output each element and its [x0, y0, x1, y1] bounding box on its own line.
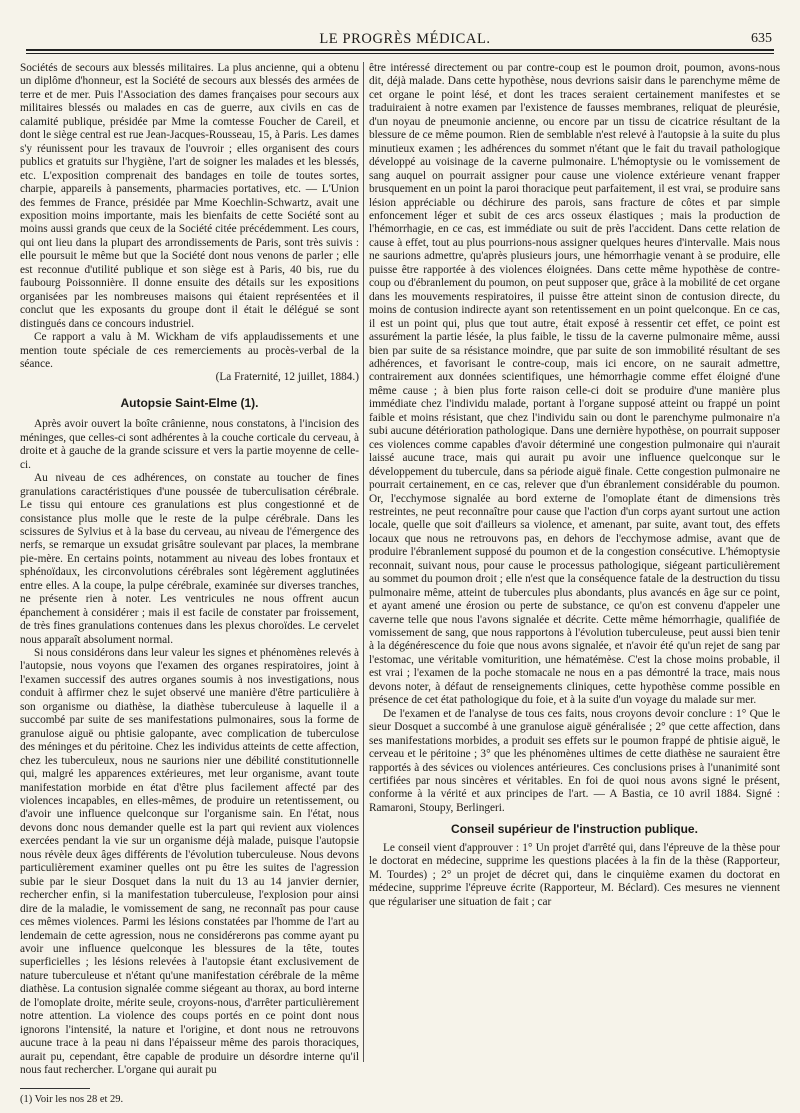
left-column: [20, 62, 359, 1105]
citation: (La Fraternité, 12 juillet, 1884.): [215, 371, 359, 384]
paragraph: Au niveau de ces adhérences, on constate au toucher de fines granulations caractéristiques d'une poussée de tuberculisation cérébrale. Le tissu qui entoure ces granulations est plus congestionné et de consistance plus molle que le reste de la pulpe cérébrale. Dans les scissures de Sylvius et à la base du cerveau, au niveau de l'émergence des nerfs, se remarque un exsudat grisâtre soulevant par places, la membrane pie-mère. En certains points, notamment au niveau des lobes frontaux et sphénoïdaux, les circonvolutions cérébrales sont légèrement agglutinées entre elles. A la coupe, la pulpe cérébrale, examinée sur diverses tranches, ne présente rien à noter. Les ventricules ne nous offrent aucun épanchement à considérer ; mais il est facile de constater par froissement, de très fines granulations contenues dans les plexus choroïdes. Le cervelet nous apparaît absolument normal.: [20, 472, 359, 646]
page-number: 635: [751, 31, 772, 46]
paragraph: Si nous considérons dans leur valeur les signes et phénomènes relevés à l'autopsie, nous voyons que l'examen des organes respiratoires, joint à l'examen successif des autres organes soumis à nos investigations, nous conduit à affirmer chez le sujet observé une manière d'être particulière à son organisme ou diathèse, la diathèse tuberculeuse à laquelle il a succombé par suite de ses manifestations pulmonaires, sous la forme de granulose aiguë ou phtisie galopante, avec complication de tuberculose des méninges et du péritoine. Chez les individus atteints de cette affection, chez les tuberculeux, nous ne saurions nier une débilité constitutionnelle qui, malgré les apparences extérieures, met leur organisme, avant toute manifestation morbide en état d'être plus facilement affecté par des violences incapables, en elles-mêmes, de produire un retentissement, ou d'avoir une influence quelconque sur l'organisme sain. En l'état, nous devons donc nous demander quelle est la part qui revient aux violences exercées pendant la vie sur un organisme déjà malade, puisque l'autopsie nous révèle deux âges différents de l'évolution tuberculeuse. Nous devons particulièrement examiner quelles ont pu être les suites de l'agression subie par le sieur Dosquet dans la nuit du 13 au 14 janvier dernier, rechercher enfin, si la manifestation tuberculeuse, l'explosion pour ainsi dire de la maladie, le vomissement de sang, ne reconnaît pas pour cause ces mêmes violences. Parmi les lésions constatées par l'homme de l'art au lendemain de cette agression, nous ne considérerons pas comme ayant pu avoir une influence quelconque les blessures de la tête, toutes superficielles ; les lésions relevées à l'autopsie étant exclusivement de nature tuberculeuse et n'étant qu'une manifestation cérébrale de la même diathèse. La contusion signalée comme siégeant au thorax, au bord interne de l'omoplate droite, mérite seule, croyons-nous, d'arrêter particulièrement notre attention. La violence des coups portés en ce point dont nous ignorons l'intensité, la nature et l'origine, et dont nous ne retrouvons aucune trace à la peau ni dans l'épaisseur même des parois thoraciques, aurait pu, cependant, être capable de produire un désordre interne qu'il nous faut rechercher. L'organe qui aurait pu: [20, 647, 359, 1077]
paragraph: être intéressé directement ou par contre-coup est le poumon droit, poumon, avons-nous dit, déjà malade. Dans cette hypothèse, nous devrions saisir dans le parenchyme même de cet organe le point lésé, et dont les traces seraient certainement manifestes et se traduiraient à notre examen par l'existence de fausses membranes, reliquat de pleurésie, d'un noyau de pneumonie ancienne, ou encore par un tissu de cicatrice résultant de la blessure de ce même poumon. Rien de semblable n'est relevé à l'autopsie à la suite du plus minutieux examen ; les adhérences du sommet n'étant que le fait du travail pathologique développé au voisinage de la caverne pulmonaire. L'hémoptysie ou le vomissement de sang auquel on pourrait assigner pour cause une violence extérieure venant frapper brusquement en un point la paroi thoracique peut parfaitement, il est vrai, se produire sans lésion appréciable ou déchirure des parois, sans fracture de côtes et par simple enfoncement léger et subit de ces arcs osseux élastiques ; mais la production de l'hémorrhagie, en ce cas, est immédiate ou suit de près l'accident. Dans cette relation de cause à effet, tout au plus pourrions-nous assigner quelques heures d'intervalle. Mais nous ne saurions admettre, qu'après plusieurs jours, une hémorrhagie venant à se produire, elle puisse être rapportée à des violences éloignées. Dans cette même hypothèse de contre-coup ou d'ébranlement du poumon, on peut supposer que, grâce à la mobilité de cet organe dans les mouvements respiratoires, il puisse être atteint sinon de contusion directe, du moins de contusion indirecte ayant son retentissement en un point quelconque. En ce cas, il est un point qui, plus que tout autre, était exposé à ressentir cet effet, ce point est assurément la partie lésée, la plus faible, le tissu de la caverne pulmonaire même, aussi bien par suite de sa résistance moindre, que par suite de son immobilité résultant de ses adhérences, et favorisant le contre-coup, mais ici encore, on ne saurait admettre, contrairement aux données scientifiques, une hémorrhagie comme effet éloigné d'une même cause ; à bien plus forte raison celle-ci doit se produire d'une manière plus immédiate chez l'individu malade, portant à l'organe supposé atteint ou frappé un point faible et moins résistant, que chez l'individu sain ou dont le parenchyme pulmonaire n'a subi aucune détérioration pathologique. Dans une dernière hypothèse, on pourrait supposer ces violences comme capables d'avoir déterminé une congestion pulmonaire qui n'aurait laissé aucune trace, mais qui aurait pu avoir une influence quelconque sur le développement du tubercule, dans sa période aiguë finale. Cette congestion pulmonaire ne pourrait certainement, en ce cas, relever que d'un ébranlement considérable du poumon. Or, l'ecchymose signalée au bord externe de l'omoplate étant de dimensions très restreintes, ne peut reconnaître pour cause que l'action d'un corps ayant surtout une action locale, quelle que soit d'ailleurs sa violence, et amenant, par suite, avant tout, des effets locaux que nous ne retrouvons pas, en dehors de l'ecchymose admise, avant que de produire l'ébranlement supposé du poumon et de la congestion consécutive. L'hémoptysie reconnait, suivant nous, pour cause le processus pathologique, siégeant particulièrement au sommet du poumon droit ; elle n'est que la conséquence fatale de la destruction du tissu pulmonaire même, atteint de tubercules plus abondants, plus avancés en âge sur ce point, et ayant amené une érosion ou perte de substance, ce qu'on est convenu d'appeler une caverne telle que nous l'avons signalée et décrite. Cette même hémorrhagie, qualifiée de vomissement de sang, que nous rapportons à l'évolution tuberculeuse, peut aussi bien tenir à la dégénérescence du foie que nous avons signalée, et n'avoir été qu'un rejet de sang par l'estomac, une véritable vomiturition, une hématémèse. C'est la chose moins probable, il est vrai ; l'examen de la poche stomacale ne nous en a pas démontré la trace, mais nous devons noter, à défaut de renseignements cliniques, cette hypothèse comme possible en présence de cet état pathologique du foie, et à la suite d'un voyage du malade sur mer.: [369, 62, 780, 707]
paragraph: Ce rapport a valu à M. Wickham de vifs applaudissements et une mention toute spéciale de ces remerciements au procès-verbal de la séance.: [20, 331, 359, 370]
paragraph: De l'examen et de l'analyse de tous ces faits, nous croyons devoir conclure : 1° Que le sieur Dosquet a succombé à une granulose aiguë généralisée ; 2° que cette affection, dans ses manifestations morbides, a produit ses effets sur le poumon frappé de phtisie aiguë, le cerveau et le péritoine ; 3° que les phénomènes ultimes de cette diathèse ne sauraient être rapportés à des sévices ou violences antérieures. Ces conclusions prises à l'unanimité sont certifiées par nous sincères et véritables. En foi de quoi nous avons signé le présent, conforme à la vérité et aux principes de l'art. — A Bastia, ce 10 avril 1884. Signé : Ramaroni, Stoupy, Berlingeri.: [369, 707, 780, 814]
paragraph: Après avoir ouvert la boîte crânienne, nous constatons, à l'incision des méninges, que celles-ci sont adhérentes à la couche corticale du cerveau, à droite et à gauche de la grande scissure et vers la partie moyenne de celle-ci.: [20, 418, 359, 471]
right-column: [369, 62, 780, 1062]
footnote-rule: [20, 1088, 90, 1089]
paragraph: Sociétés de secours aux blessés militaires. La plus ancienne, qui a obtenu un diplôme d'honneur, est la Société de secours aux blessés des armées de terre et de mer. Puis l'Association des dames françaises pour secours aux militaires blessés ou malades en cas de guerre, aux civils en cas de calamité publique, présidée par Mme la comtesse Foucher de Careil, et dont le siège central est rue Jean-Jacques-Rousseau, 15, à Paris. Les dames s'y réunissent pour les travaux de l'ouvroir ; elles organisent des cours publics et gratuits sur l'hygiène, l'art de soigner les malades et les blessés, etc. L'exposition comprenait des bandages en toile de toutes sortes, charpie, appareils à pansements, pharmacies portatives, etc. — L'Union des femmes de France, présidée par Mme Koechlin-Schwartz, avait une exposition moins importante, mais les bienfaits de cette Société sont au moins aussi grands que ceux de la Société citée précédemment. Les cours, qui ont lieu dans la plupart des arrondissements de Paris, sont très suivis : elle poursuit le même but que la Société dont nous venons de parler ; elle est reconnue d'utilité publique et son siège est à Paris, 40 bis, rue du faubourg Poissonnière. Il donne ensuite des détails sur les expositions organisées par les nombreuses maisons qui étaient représentées et il conclut que les exposants du groupe dont il était le délégué se sont distingués dans ce concours industriel.: [20, 62, 359, 330]
paragraph: Le conseil vient d'approuver : 1° Un projet d'arrêté qui, dans l'épreuve de la thèse pour le doctorat en médecine, supprime les questions placées à la fin de la thèse (Rapporteur, M. Tourdes) ; 2° un projet de décret qui, dans le cinquième examen du doctorat en médecine, supprime l'épreuve écrite (Rapporteur, M. Béclard). Ces mesures ne viennent que régulariser une situation de fait ; car: [369, 841, 780, 908]
footnote: (1) Voir les nos 28 et 29.: [20, 1093, 124, 1105]
header-rule-thin: [26, 53, 774, 54]
column-divider: [363, 62, 364, 1062]
journal-title: LE PROGRÈS MÉDICAL.: [319, 31, 491, 47]
page-header: [0, 0, 800, 48]
section-title-autopsie: Autopsie Saint-Elme (1).: [120, 395, 259, 410]
header-rule-thick: [26, 49, 774, 51]
section-title-conseil: Conseil supérieur de l'instruction publique.: [451, 822, 698, 837]
